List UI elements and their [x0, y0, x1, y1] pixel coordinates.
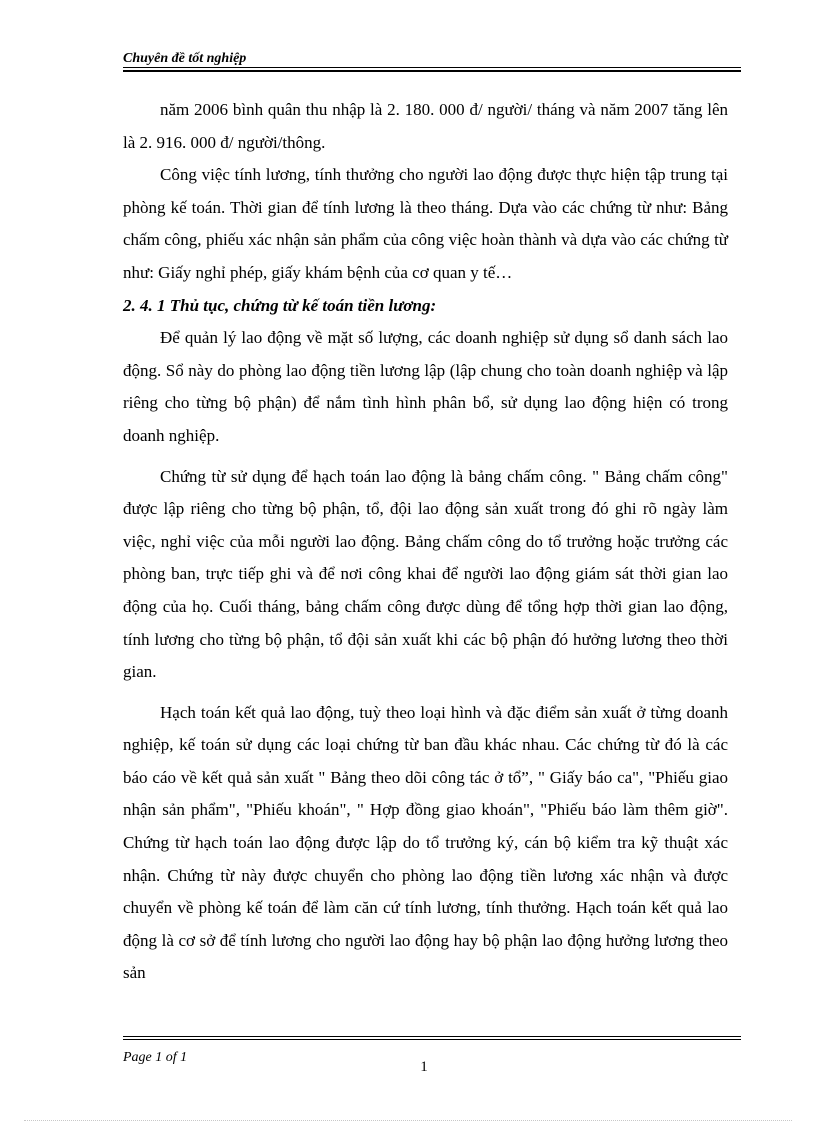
paragraph-3: Để quản lý lao động về mặt số lượng, các doanh nghiệp sử dụng sổ danh sách lao động. Sổ này do phòng lao động tiền lương lập (lập chung cho toàn doanh nghiệp và lập riêng cho từng bộ phận) để nắm tình hình phân bổ, sử dụng lao động hiện có trong doanh nghiệp. [123, 328, 728, 445]
header-title: Chuyên đề tốt nghiệp [123, 51, 247, 66]
paragraph-2: Công việc tính lương, tính thưởng cho người lao động được thực hiện tập trung tại phòng kế toán. Thời gian để tính lương là theo tháng. Dựa vào các chứng từ như: Bảng chấm công, phiếu xác nhận sản phẩm của công việc hoàn thành và dựa vào các chứng từ như: Giấy nghỉ phép, giấy khám bệnh của cơ quan y tế… [123, 165, 728, 282]
paragraph-4: Chứng từ sử dụng để hạch toán lao động là bảng chấm công. " Bảng chấm công" được lập riêng cho từng bộ phận, tổ, đội lao động sản xuất trong đó ghi rõ ngày làm việc, nghỉ việc của mỗi người lao động. Bảng chấm công do tổ trưởng hoặc trưởng các phòng ban, trực tiếp ghi và để nơi công khai để người lao động giám sát thời gian lao động của họ. Cuối tháng, bảng chấm công được dùng để tổng hợp thời gian lao động, tính lương cho từng bộ phận, tổ đội sản xuất khi các bộ phận đó hưởng lương theo thời gian. [123, 466, 728, 682]
paragraph-1: năm 2006 bình quân thu nhập là 2. 180. 000 đ/ người/ tháng và năm 2007 tăng lên là 2. 916. 000 đ/ người/thông. [123, 100, 728, 152]
body-text [123, 94, 728, 990]
footer-rule-bottom [123, 1039, 741, 1040]
paragraph-5: Hạch toán kết quả lao động, tuỳ theo loại hình và đặc điểm sản xuất ở từng doanh nghiệp, kế toán sử dụng các loại chứng từ ban đầu khác nhau. Các chứng từ đó là các báo cáo về kết quả sản xuất " Bảng theo dõi công tác ở tổ”, " Giấy báo ca", "Phiếu giao nhận sản phẩm", "Phiếu khoán", " Hợp đồng giao khoán", "Phiếu báo làm thêm giờ". Chứng từ hạch toán lao động được lập do tổ trưởng ký, cán bộ kiểm tra kỹ thuật xác nhận. Chứng từ này được chuyển cho phòng lao động tiền lương xác nhận và được chuyển về phòng kế toán để làm căn cứ tính lương, tính thưởng. Hạch toán kết quả lao động là cơ sở để tính lương cho người lao động hay bộ phận lao động hưởng lương theo sản [123, 702, 728, 983]
header-rule-top [123, 67, 741, 68]
footer-rule-top [123, 1036, 741, 1037]
footer-page-label: Page 1 of 1 [123, 1050, 188, 1065]
header-rule-bottom [123, 70, 741, 72]
page-number: 1 [420, 1059, 428, 1075]
page-bottom-divider [24, 1120, 792, 1121]
section-heading: 2. 4. 1 Thủ tục, chứng từ kế toán tiền lương: [123, 295, 437, 315]
